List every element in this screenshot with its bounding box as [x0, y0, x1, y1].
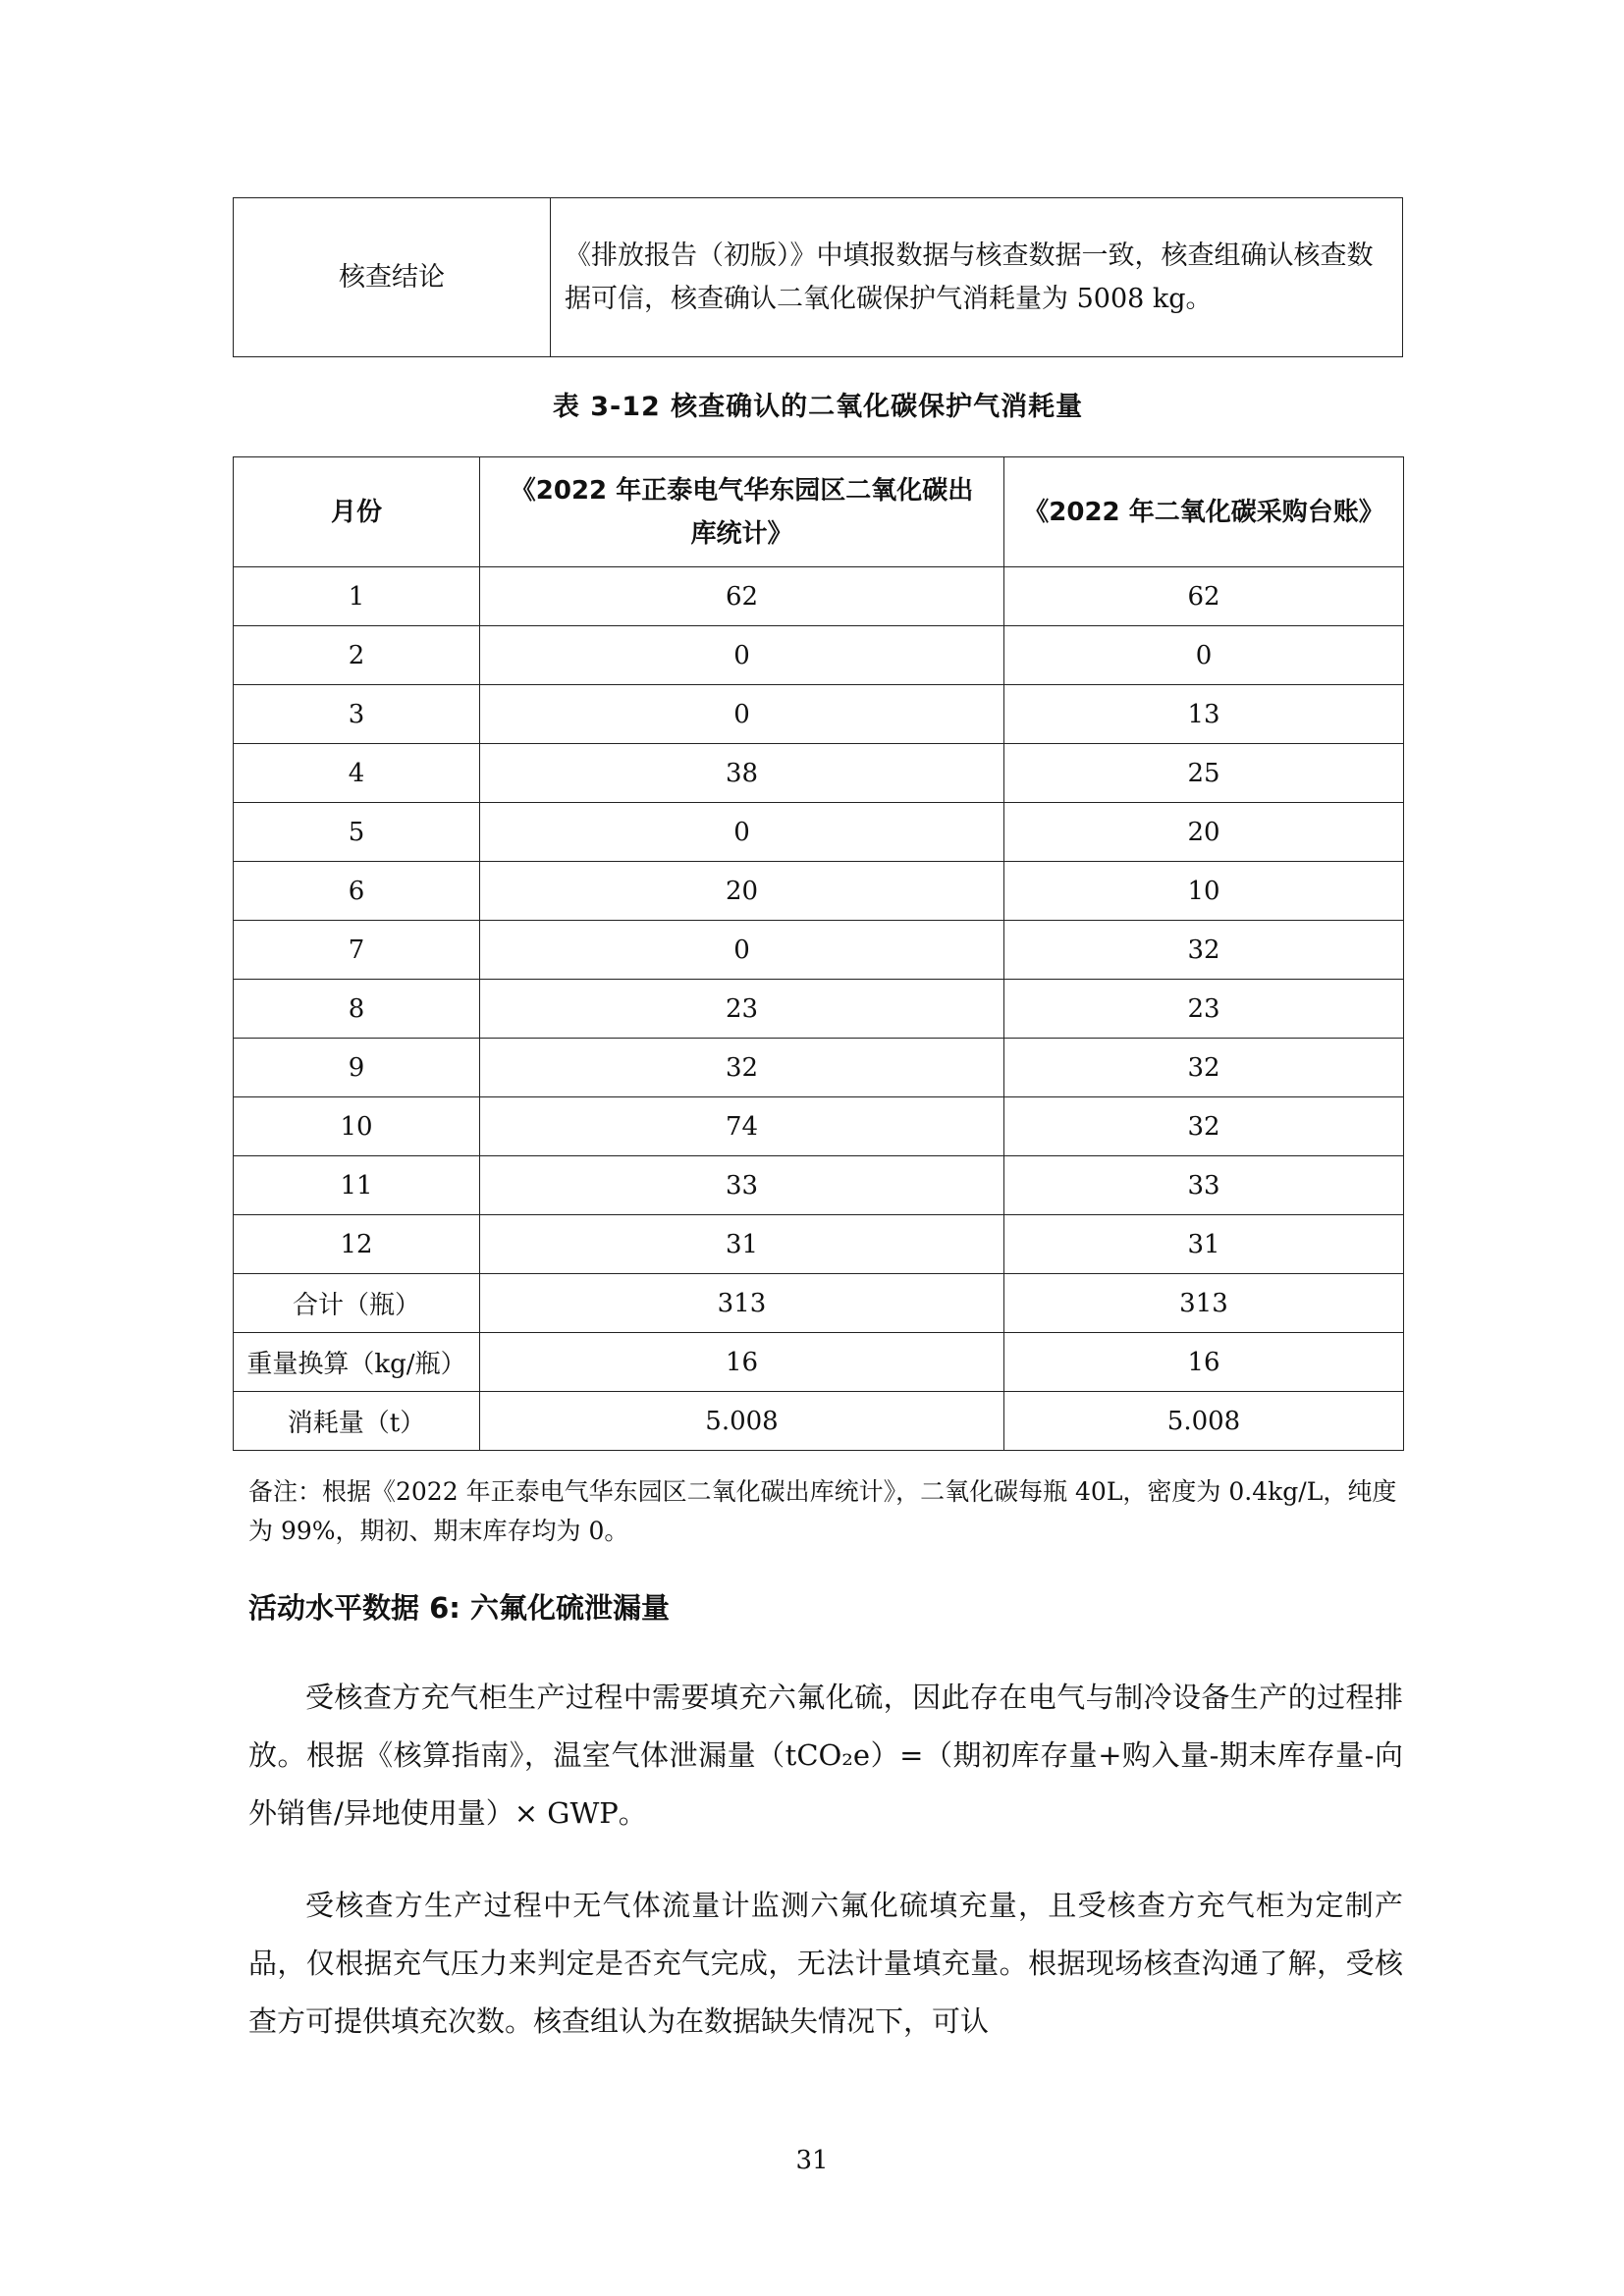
paragraph: 受核查方充气柜生产过程中需要填充六氟化硫，因此存在电气与制冷设备生产的过程排放。根据《核算指南》，温室气体泄漏量（tCO₂e）=（期初库存量+购入量-期末库存量-向外销售/异地使用量）× GWP。: [248, 1681, 1403, 1830]
section-title: 活动水平数据 6: 六氟化硫泄漏量: [248, 1591, 670, 1625]
cell-month: 2: [234, 626, 480, 685]
cell-month: 重量换算（kg/瓶）: [234, 1333, 480, 1392]
table-row: [234, 1274, 1404, 1333]
cell-outbound: 38: [480, 744, 1004, 803]
cell-month: 3: [234, 685, 480, 744]
cell-outbound: 32: [480, 1039, 1004, 1097]
conclusion-row: [234, 198, 1403, 357]
table-caption: 表 3-12 核查确认的二氧化碳保护气消耗量: [552, 392, 1084, 422]
cell-purchase: 32: [1004, 921, 1404, 980]
conclusion-label: 核查结论: [234, 198, 551, 357]
cell-purchase: 313: [1004, 1274, 1404, 1333]
cell-outbound: 0: [480, 626, 1004, 685]
cell-outbound: 74: [480, 1097, 1004, 1156]
conclusion-table: [233, 197, 1403, 357]
cell-outbound: 313: [480, 1274, 1004, 1333]
cell-outbound: 0: [480, 803, 1004, 862]
cell-month: 合计（瓶）: [234, 1274, 480, 1333]
cell-purchase: 23: [1004, 980, 1404, 1039]
table-body: [234, 567, 1404, 1451]
cell-month: 消耗量（t）: [234, 1392, 480, 1451]
cell-outbound: 23: [480, 980, 1004, 1039]
cell-outbound: 16: [480, 1333, 1004, 1392]
cell-purchase: 32: [1004, 1097, 1404, 1156]
cell-outbound: 62: [480, 567, 1004, 626]
cell-outbound: 20: [480, 862, 1004, 921]
header-purchase-ledger: 《2022 年二氧化碳采购台账》: [1004, 457, 1404, 567]
table-row: [234, 1333, 1404, 1392]
cell-purchase: 10: [1004, 862, 1404, 921]
cell-month: 7: [234, 921, 480, 980]
table-row: [234, 626, 1404, 685]
cell-month: 8: [234, 980, 480, 1039]
table-row: [234, 1156, 1404, 1215]
cell-outbound: 31: [480, 1215, 1004, 1274]
cell-month: 12: [234, 1215, 480, 1274]
cell-purchase: 31: [1004, 1215, 1404, 1274]
table-row: [234, 744, 1404, 803]
cell-purchase: 16: [1004, 1333, 1404, 1392]
page-number: 31: [795, 2146, 829, 2175]
cell-purchase: 25: [1004, 744, 1404, 803]
table-row: [234, 803, 1404, 862]
conclusion-text: 《排放报告（初版）》中填报数据与核查数据一致，核查组确认核查数据可信，核查确认二氧化碳保护气消耗量为 5008 kg。: [551, 198, 1403, 357]
cell-month: 4: [234, 744, 480, 803]
table-row: [234, 1392, 1404, 1451]
cell-purchase: 13: [1004, 685, 1404, 744]
cell-purchase: 20: [1004, 803, 1404, 862]
table-header-row: [234, 457, 1404, 567]
table-row: [234, 980, 1404, 1039]
cell-outbound: 0: [480, 921, 1004, 980]
header-month: 月份: [234, 457, 480, 567]
paragraph: 受核查方生产过程中无气体流量计监测六氟化硫填充量，且受核查方充气柜为定制产品，仅根据充气压力来判定是否充气完成，无法计量填充量。根据现场核查沟通了解，受核查方可提供填充次数。核查组认为在数据缺失情况下，可认: [248, 1889, 1403, 2038]
table-row: [234, 1215, 1404, 1274]
cell-purchase: 62: [1004, 567, 1404, 626]
table-row: [234, 1039, 1404, 1097]
table-row: [234, 862, 1404, 921]
cell-purchase: 0: [1004, 626, 1404, 685]
header-outbound-stats: 《2022 年正泰电气华东园区二氧化碳出库统计》: [480, 457, 1004, 567]
cell-month: 1: [234, 567, 480, 626]
cell-purchase: 33: [1004, 1156, 1404, 1215]
table-row: [234, 567, 1404, 626]
table-row: [234, 1097, 1404, 1156]
cell-month: 10: [234, 1097, 480, 1156]
table-row: [234, 685, 1404, 744]
cell-month: 6: [234, 862, 480, 921]
cell-purchase: 32: [1004, 1039, 1404, 1097]
cell-month: 11: [234, 1156, 480, 1215]
table-note: 备注：根据《2022 年正泰电气华东园区二氧化碳出库统计》，二氧化碳每瓶 40L，密度为 0.4kg/L，纯度为 99%，期初、期末库存均为 0。: [248, 1477, 1397, 1545]
cell-outbound: 5.008: [480, 1392, 1004, 1451]
table-row: [234, 921, 1404, 980]
cell-month: 9: [234, 1039, 480, 1097]
cell-outbound: 33: [480, 1156, 1004, 1215]
co2-consumption-table: [233, 456, 1404, 1451]
cell-month: 5: [234, 803, 480, 862]
cell-outbound: 0: [480, 685, 1004, 744]
cell-purchase: 5.008: [1004, 1392, 1404, 1451]
